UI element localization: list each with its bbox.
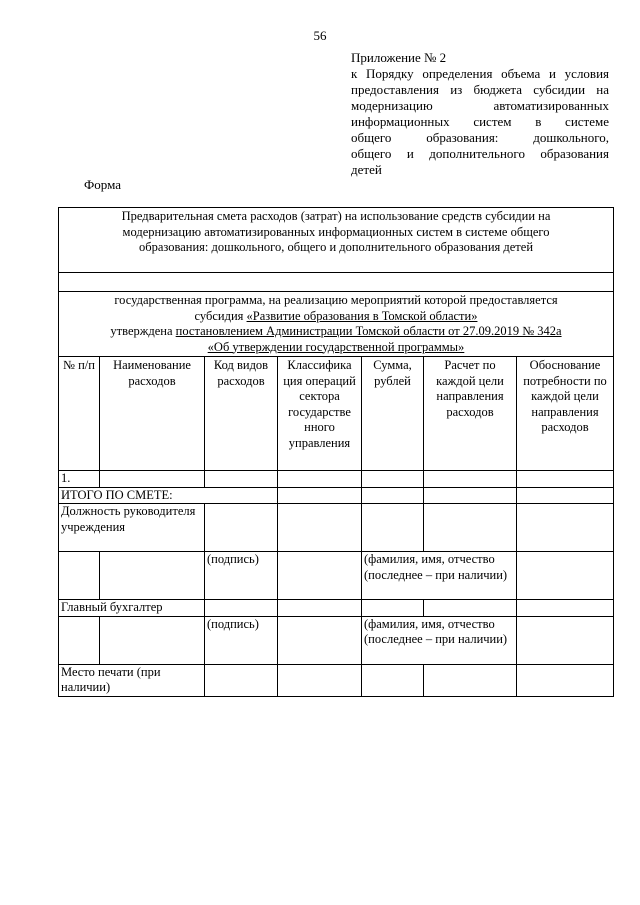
program-line: [65, 309, 607, 325]
estimate-title: [59, 208, 614, 273]
table-row: [59, 616, 614, 664]
column-header: Классифика ция операций сектора государстве нного управления: [278, 357, 362, 471]
table-row: [59, 552, 614, 600]
page-number: 56: [313, 28, 327, 43]
program-line: государственная программа, на реализацию мероприятий которой предоставляется: [114, 293, 558, 307]
estimate-table: [58, 207, 614, 697]
resolution-link: постановлением Администрации Томской области от 27.09.2019 № 342а: [175, 324, 562, 338]
signature-caption: (подпись): [205, 552, 278, 600]
table-row: [59, 487, 614, 504]
program-approval-link: «Об утверждении государственной программы»: [207, 339, 465, 354]
appendix-line: модернизацию автоматизированных: [351, 98, 609, 113]
appendix-line: к Порядку определения объема и условия: [351, 66, 609, 81]
column-header: Расчет по каждой цели направления расходов: [424, 357, 517, 471]
program-line: [65, 324, 607, 340]
appendix-line: предоставления из бюджета субсидии на: [351, 82, 609, 97]
title-line: образования: дошкольного, общего и дополнительного образования детей: [138, 240, 534, 254]
column-header: Код видов расходов: [205, 357, 278, 471]
row-number: 1.: [59, 471, 100, 488]
table-row: [59, 600, 614, 617]
program-text: субсидия: [194, 308, 247, 323]
appendix-line: информационных систем в системе: [351, 114, 609, 129]
total-label: ИТОГО ПО СМЕТЕ:: [59, 487, 278, 504]
appendix-title: Приложение № 2: [351, 50, 447, 65]
stamp-place-label: Место печати (при наличии): [59, 664, 205, 696]
appendix-line: детей: [351, 162, 382, 177]
table-row: [59, 504, 614, 552]
appendix-line: общего образования: дошкольного,: [351, 130, 609, 145]
full-name-caption: (фамилия, имя, отчество (последнее – при наличии): [362, 616, 517, 664]
chief-accountant-label: Главный бухгалтер: [59, 600, 205, 617]
table-header-row: [59, 357, 614, 471]
full-name-caption: (фамилия, имя, отчество (последнее – при наличии): [362, 552, 517, 600]
program-line: [65, 340, 607, 356]
column-header: № п/п: [59, 357, 100, 471]
head-position-label: Должность руководителя учреждения: [59, 504, 205, 552]
signature-caption: (подпись): [205, 616, 278, 664]
appendix-block: [351, 50, 609, 178]
column-header: Обоснование потребности по каждой цели направления расходов: [517, 357, 614, 471]
title-line: Предварительная смета расходов (затрат) на использование средств субсидии на: [121, 209, 551, 223]
empty-row: [59, 273, 614, 292]
appendix-line: общего и дополнительного образования: [351, 146, 609, 161]
form-label: Форма: [84, 177, 121, 192]
table-row: [59, 471, 614, 488]
column-header: Сумма, рублей: [362, 357, 424, 471]
program-name-link: «Развитие образования в Томской области»: [246, 308, 478, 323]
table-row: [59, 664, 614, 696]
program-info: [59, 292, 614, 357]
column-header: Наименование расходов: [100, 357, 205, 471]
title-line: модернизацию автоматизированных информационных систем в системе общего: [122, 224, 550, 239]
program-text: утверждена: [110, 324, 176, 338]
